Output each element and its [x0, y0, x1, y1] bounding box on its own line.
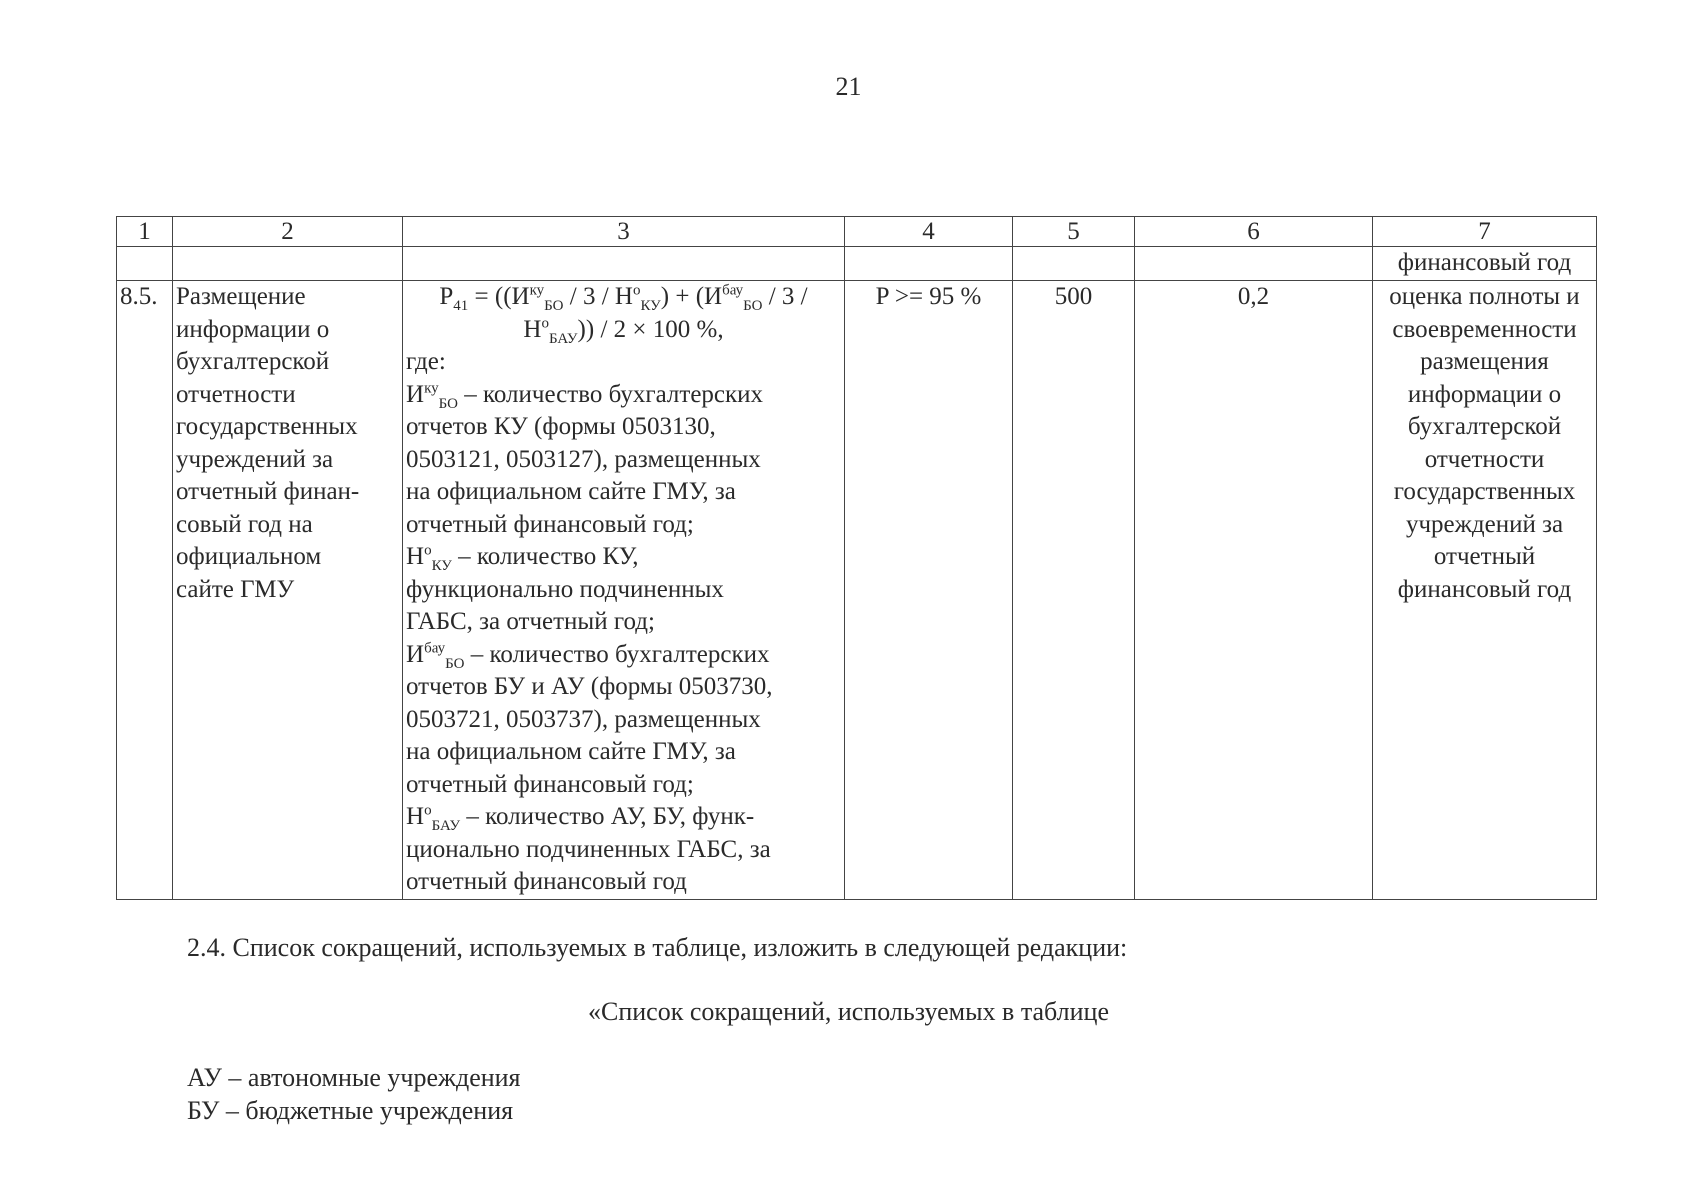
continuation-cell-7: финансовый год: [1373, 247, 1597, 281]
definition-1: $И^{ку}_{БО}$ – количество бухгалтерских: [406, 380, 764, 412]
definition-line: ГАБС, за отчетный год;: [406, 608, 655, 635]
weight-cell: 0,2: [1135, 281, 1373, 900]
formula-cell: [403, 281, 845, 900]
name-line: учреждений за: [176, 445, 334, 473]
description-line: размещения: [1420, 348, 1549, 375]
header-cell-5: 5: [1013, 217, 1135, 247]
row-number: 8.5.: [117, 281, 173, 900]
header-cell-7: 7: [1373, 217, 1597, 247]
definition-line: отчетный финансовый год: [406, 868, 687, 895]
name-line: совый год на: [176, 510, 313, 538]
indicators-table: [116, 216, 1597, 900]
description-line: своевременности: [1392, 315, 1577, 343]
description-cell: [1373, 281, 1597, 900]
abbreviations-heading: «Список сокращений, используемых в таблице: [588, 997, 1109, 1026]
table-row: [117, 281, 1597, 900]
name-line: государственных: [176, 413, 358, 440]
name-line: Размещение: [176, 283, 306, 310]
description-line: учреждений за: [1405, 510, 1564, 538]
definition-line: функционально подчиненных: [406, 575, 724, 603]
description-line: отчетности: [1424, 445, 1545, 473]
name-line: отчетности: [176, 380, 296, 408]
header-cell-2: 2: [173, 217, 403, 247]
header-cell-3: 3: [403, 217, 845, 247]
page-number: 21: [835, 72, 862, 101]
description-line: оценка полноты и: [1389, 283, 1580, 310]
name-line: официальном: [176, 543, 322, 570]
continuation-cell-3: [403, 247, 845, 281]
definition-line: отчетный финансовый год;: [406, 770, 694, 798]
definition-line: ционально подчиненных ГАБС, за: [406, 835, 771, 863]
indicator-name-cell: [173, 281, 403, 900]
formula-line-2: $Н^о_{БАУ})) / 2 \times 100$ %,: [523, 315, 724, 347]
abbreviation-item: АУ – автономные учреждения: [187, 1063, 521, 1092]
abbreviation-item: БУ – бюджетные учреждения: [187, 1096, 514, 1125]
definition-line: отчетов БУ и АУ (формы 0503730,: [406, 673, 773, 700]
description-line: государственных: [1393, 478, 1576, 505]
name-line: сайте ГМУ: [176, 575, 295, 603]
definition-line: на официальном сайте ГМУ, за: [406, 738, 736, 765]
definition-line: на официальном сайте ГМУ, за: [406, 478, 736, 505]
header-cell-6: 6: [1135, 217, 1373, 247]
name-line: бухгалтерской: [176, 348, 330, 375]
continuation-cell-5: [1013, 247, 1135, 281]
description-line: отчетный: [1433, 543, 1536, 570]
where-label: где:: [406, 348, 446, 375]
continuation-cell-2: [173, 247, 403, 281]
description-line: финансовый год: [1397, 575, 1572, 603]
header-cell-4: 4: [845, 217, 1013, 247]
definition-line: 0503121, 0503127), размещенных: [406, 445, 761, 473]
max-score-cell: 500: [1013, 281, 1135, 900]
continuation-cell-1: [117, 247, 173, 281]
name-line: информации о: [176, 315, 330, 343]
continuation-cell-6: [1135, 247, 1373, 281]
table-continuation-row: [117, 247, 1597, 281]
definition-3: $И^{бау}_{БО}$ – количество бухгалтерских: [406, 640, 770, 672]
amendment-note: 2.4. Список сокращений, используемых в таблице, изложить в следующей редакции:: [187, 933, 1128, 962]
description-line: бухгалтерской: [1407, 413, 1562, 440]
abbreviations-list: [187, 1061, 521, 1127]
definition-2: $Н^о_{КУ}$ – количество КУ,: [406, 542, 639, 574]
table-header-row: [117, 217, 1597, 247]
name-line: отчетный финан-: [176, 478, 360, 505]
continuation-cell-4: [845, 247, 1013, 281]
definition-line: отчетов КУ (формы 0503130,: [406, 413, 716, 440]
definition-4: $Н^о_{БАУ}$ – количество АУ, БУ, функ-: [406, 802, 755, 834]
definition-line: отчетный финансовый год;: [406, 510, 694, 538]
header-cell-1: 1: [117, 217, 173, 247]
formula-line-1: $P_{41} = ((И^{ку}_{БО} / 3 / Н^о_{КУ}) + (И^{бау}_{БО} / 3$ /: [439, 282, 808, 314]
description-line: информации о: [1407, 380, 1562, 408]
target-value-cell: P >= 95 %: [845, 281, 1013, 900]
definition-line: 0503721, 0503737), размещенных: [406, 705, 761, 733]
